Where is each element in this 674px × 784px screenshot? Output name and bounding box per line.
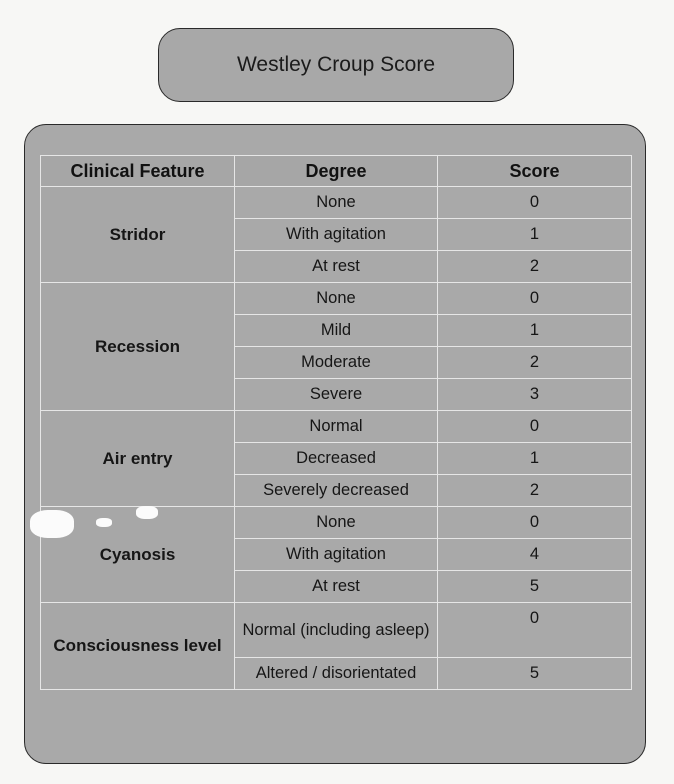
degree-cell: Severe <box>235 379 438 411</box>
table-row <box>41 283 632 315</box>
header-degree: Degree <box>235 156 438 187</box>
degree-cell: None <box>235 507 438 539</box>
degree-cell: Decreased <box>235 443 438 475</box>
score-cell: 3 <box>438 379 632 411</box>
table-row <box>41 411 632 443</box>
score-cell: 0 <box>438 283 632 315</box>
feature-air-entry: Air entry <box>41 411 235 507</box>
scan-blot <box>30 510 74 538</box>
header-row <box>41 156 632 187</box>
title-box <box>158 28 514 102</box>
score-cell: 1 <box>438 443 632 475</box>
score-cell: 0 <box>438 507 632 539</box>
score-cell: 4 <box>438 539 632 571</box>
feature-stridor: Stridor <box>41 187 235 283</box>
table-row <box>41 507 632 539</box>
degree-cell: Severely decreased <box>235 475 438 507</box>
score-cell: 0 <box>438 187 632 219</box>
page-title: Westley Croup Score <box>236 53 436 76</box>
score-cell: 2 <box>438 251 632 283</box>
score-cell: 2 <box>438 347 632 379</box>
degree-cell: Normal (including asleep) <box>235 603 438 658</box>
scan-blot <box>136 506 158 519</box>
score-table <box>40 155 632 690</box>
feature-consciousness-level: Consciousness level <box>41 603 235 690</box>
degree-cell: Mild <box>235 315 438 347</box>
degree-cell: None <box>235 283 438 315</box>
score-cell: 1 <box>438 315 632 347</box>
degree-cell: None <box>235 187 438 219</box>
degree-cell: With agitation <box>235 539 438 571</box>
degree-cell: With agitation <box>235 219 438 251</box>
scan-blot <box>96 518 112 527</box>
degree-cell: At rest <box>235 571 438 603</box>
degree-cell: Normal <box>235 411 438 443</box>
score-panel <box>24 124 646 764</box>
score-cell: 5 <box>438 571 632 603</box>
score-cell: 2 <box>438 475 632 507</box>
degree-cell: Moderate <box>235 347 438 379</box>
feature-recession: Recession <box>41 283 235 411</box>
table-row <box>41 187 632 219</box>
degree-cell: Altered / disorientated <box>235 658 438 690</box>
header-clinical-feature: Clinical Feature <box>41 156 235 187</box>
header-score: Score <box>438 156 632 187</box>
table-row <box>41 603 632 658</box>
score-cell: 5 <box>438 658 632 690</box>
score-cell: 0 <box>438 603 632 658</box>
score-cell: 1 <box>438 219 632 251</box>
degree-cell: At rest <box>235 251 438 283</box>
feature-cyanosis: Cyanosis <box>41 507 235 603</box>
score-cell: 0 <box>438 411 632 443</box>
